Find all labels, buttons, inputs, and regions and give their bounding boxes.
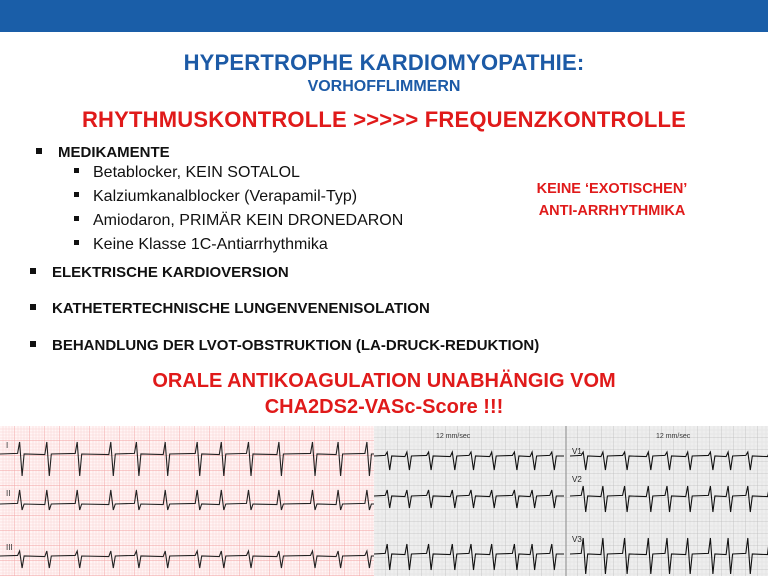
ecg-strip-precordial-leads bbox=[374, 426, 768, 576]
square-bullet-icon bbox=[30, 341, 36, 347]
square-bullet-icon bbox=[30, 304, 36, 310]
therapy-item bbox=[30, 264, 289, 281]
ecg-right-graphic bbox=[374, 426, 768, 576]
ecg-left-graphic bbox=[0, 426, 374, 576]
note-line: ANTI-ARRHYTHMIKA bbox=[538, 203, 686, 219]
square-bullet-icon bbox=[74, 192, 79, 197]
med-item-text: Amiodaron, PRIMÄR KEIN DRONEDARON bbox=[93, 212, 404, 229]
note-line: KEINE ‘EXOTISCHEN’ bbox=[536, 181, 688, 197]
med-item bbox=[74, 212, 403, 230]
square-bullet-icon bbox=[36, 148, 42, 154]
lead-label: III bbox=[6, 543, 13, 552]
slide-subtitle: VORHOFFLIMMERN bbox=[307, 78, 461, 95]
med-item-text: Betablocker, KEIN SOTALOL bbox=[93, 164, 300, 181]
therapy-item-text: BEHANDLUNG DER LVOT-OBSTRUKTION (LA-DRUCK-REDUKTION) bbox=[52, 337, 540, 354]
square-bullet-icon bbox=[30, 268, 36, 274]
med-item bbox=[74, 164, 300, 182]
therapy-item bbox=[30, 300, 430, 317]
oac-line: CHA2DS2-VASc-Score !!! bbox=[264, 396, 504, 418]
medikamente-heading bbox=[36, 144, 170, 161]
med-item bbox=[74, 236, 328, 254]
med-item-text: Keine Klasse 1C-Antiarrhythmika bbox=[93, 236, 328, 253]
antiarrhythmic-note bbox=[496, 178, 728, 222]
med-item-text: Kalziumkanalblocker (Verapamil-Typ) bbox=[93, 188, 358, 205]
slide-title: HYPERTROPHE KARDIOMYOPATHIE: bbox=[183, 50, 585, 75]
top-banner bbox=[0, 0, 768, 32]
speed-label: 12 mm/sec bbox=[656, 433, 691, 440]
ecg-strip-limb-leads bbox=[0, 426, 374, 576]
med-item bbox=[74, 188, 357, 206]
therapy-item bbox=[30, 337, 539, 354]
speed-label: 12 mm/sec bbox=[436, 433, 471, 440]
lead-label: V2 bbox=[572, 475, 582, 484]
lead-label: I bbox=[6, 441, 9, 450]
lead-label: V1 bbox=[572, 447, 582, 456]
therapy-item-text: KATHETERTECHNISCHE LUNGENVENENISOLATION bbox=[52, 300, 430, 317]
oac-line: ORALE ANTIKOAGULATION UNABHÄNGIG VOM bbox=[152, 370, 616, 392]
therapy-item-text: ELEKTRISCHE KARDIOVERSION bbox=[52, 264, 289, 281]
square-bullet-icon bbox=[74, 216, 79, 221]
lead-label: V3 bbox=[572, 535, 582, 544]
square-bullet-icon bbox=[74, 240, 79, 245]
lead-label: II bbox=[6, 489, 11, 498]
headline-rhythm-vs-rate: RHYTHMUSKONTROLLE >>>>> FREQUENZKONTROLLE bbox=[81, 107, 687, 132]
square-bullet-icon bbox=[74, 168, 79, 173]
medikamente-label: MEDIKAMENTE bbox=[58, 144, 170, 161]
